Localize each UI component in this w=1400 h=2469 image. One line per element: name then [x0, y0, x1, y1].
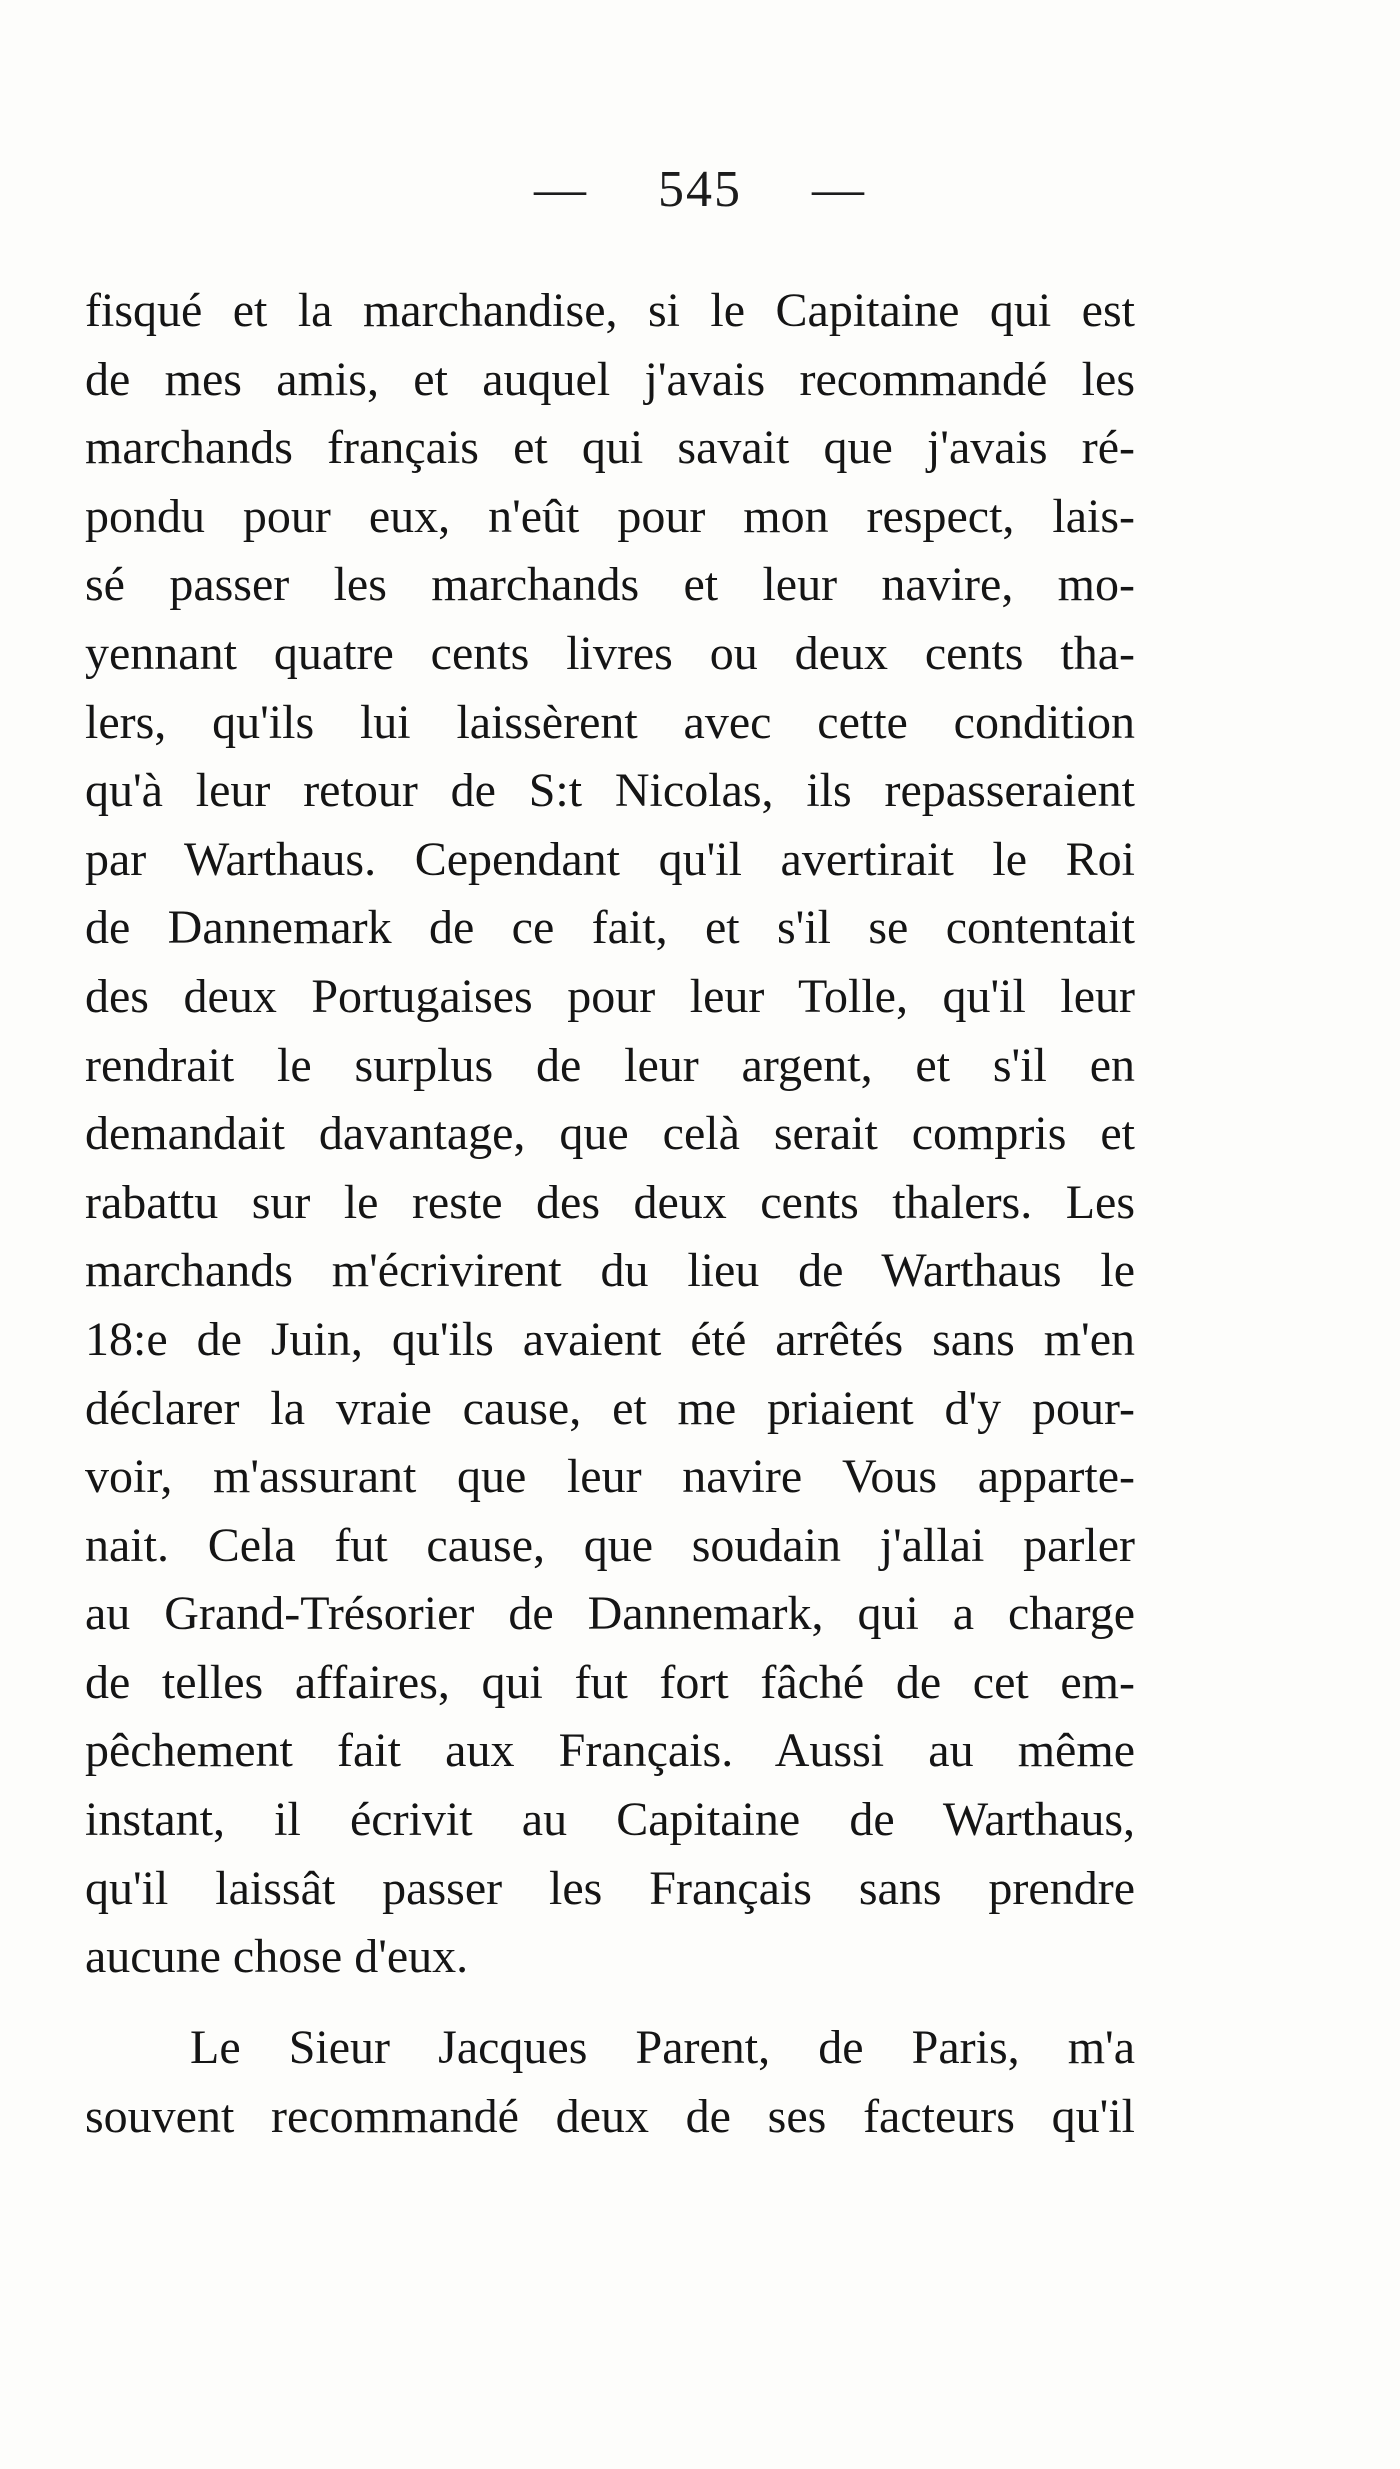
text-line: des deux Portugaises pour leur Tolle, qu'il leur	[85, 969, 1135, 1023]
text-line: Le Sieur Jacques Parent, de Paris, m'a	[190, 2021, 1135, 2074]
text-line: 18:e de Juin, qu'ils avaient été arrêtés sans m'en	[85, 1312, 1135, 1366]
text-line: qu'à leur retour de S:t Nicolas, ils repasseraient	[85, 764, 1135, 818]
text-line: fisqué et la marchandise, si le Capitaine qui est	[85, 284, 1135, 337]
page-header	[0, 160, 1400, 219]
text-line: de Dannemark de ce fait, et s'il se contentait	[85, 901, 1135, 955]
paragraph-1	[85, 277, 1135, 1992]
text-line: voir, m'assurant que leur navire Vous apparte-	[85, 1450, 1135, 1504]
text-line: marchands m'écrivirent du lieu de Warthaus le	[85, 1244, 1135, 1298]
text-line: par Warthaus. Cependant qu'il avertirait le Roi	[85, 832, 1135, 886]
text-line: rabattu sur le reste des deux cents thalers. Les	[85, 1175, 1135, 1229]
header-dash-right: —	[812, 161, 866, 218]
text-line: pêchement fait aux Français. Aussi au même	[85, 1724, 1135, 1778]
text-line: yennant quatre cents livres ou deux cents tha-	[85, 626, 1135, 680]
text-line: déclarer la vraie cause, et me priaient d'y pour-	[85, 1381, 1135, 1435]
text-line: lers, qu'ils lui laissèrent avec cette condition	[85, 695, 1135, 749]
text-line: pondu pour eux, n'eût pour mon respect, lais-	[85, 489, 1135, 543]
text-line: rendrait le surplus de leur argent, et s'il en	[85, 1038, 1135, 1092]
text-line: au Grand-Trésorier de Dannemark, qui a charge	[85, 1587, 1135, 1641]
page-number: 545	[658, 161, 742, 218]
header-dash-left: —	[534, 161, 588, 218]
text-line: de telles affaires, qui fut fort fâché de cet em-	[85, 1655, 1135, 1709]
text-line: instant, il écrivit au Capitaine de Warthaus,	[85, 1793, 1135, 1847]
text-line: nait. Cela fut cause, que soudain j'allai parler	[85, 1518, 1135, 1572]
text-line: de mes amis, et auquel j'avais recommandé les	[85, 352, 1135, 406]
text-line: aucune chose d'eux.	[85, 1930, 469, 1984]
text-line: qu'il laissât passer les Français sans prendre	[85, 1861, 1135, 1915]
text-line: marchands français et qui savait que j'avais ré-	[85, 421, 1135, 475]
text-line: sé passer les marchands et leur navire, mo-	[85, 558, 1135, 612]
text-line: souvent recommandé deux de ses facteurs qu'il	[85, 2089, 1135, 2143]
text-line: demandait davantage, que celà serait compris et	[85, 1107, 1135, 1161]
paragraph-2	[85, 2014, 1135, 2151]
